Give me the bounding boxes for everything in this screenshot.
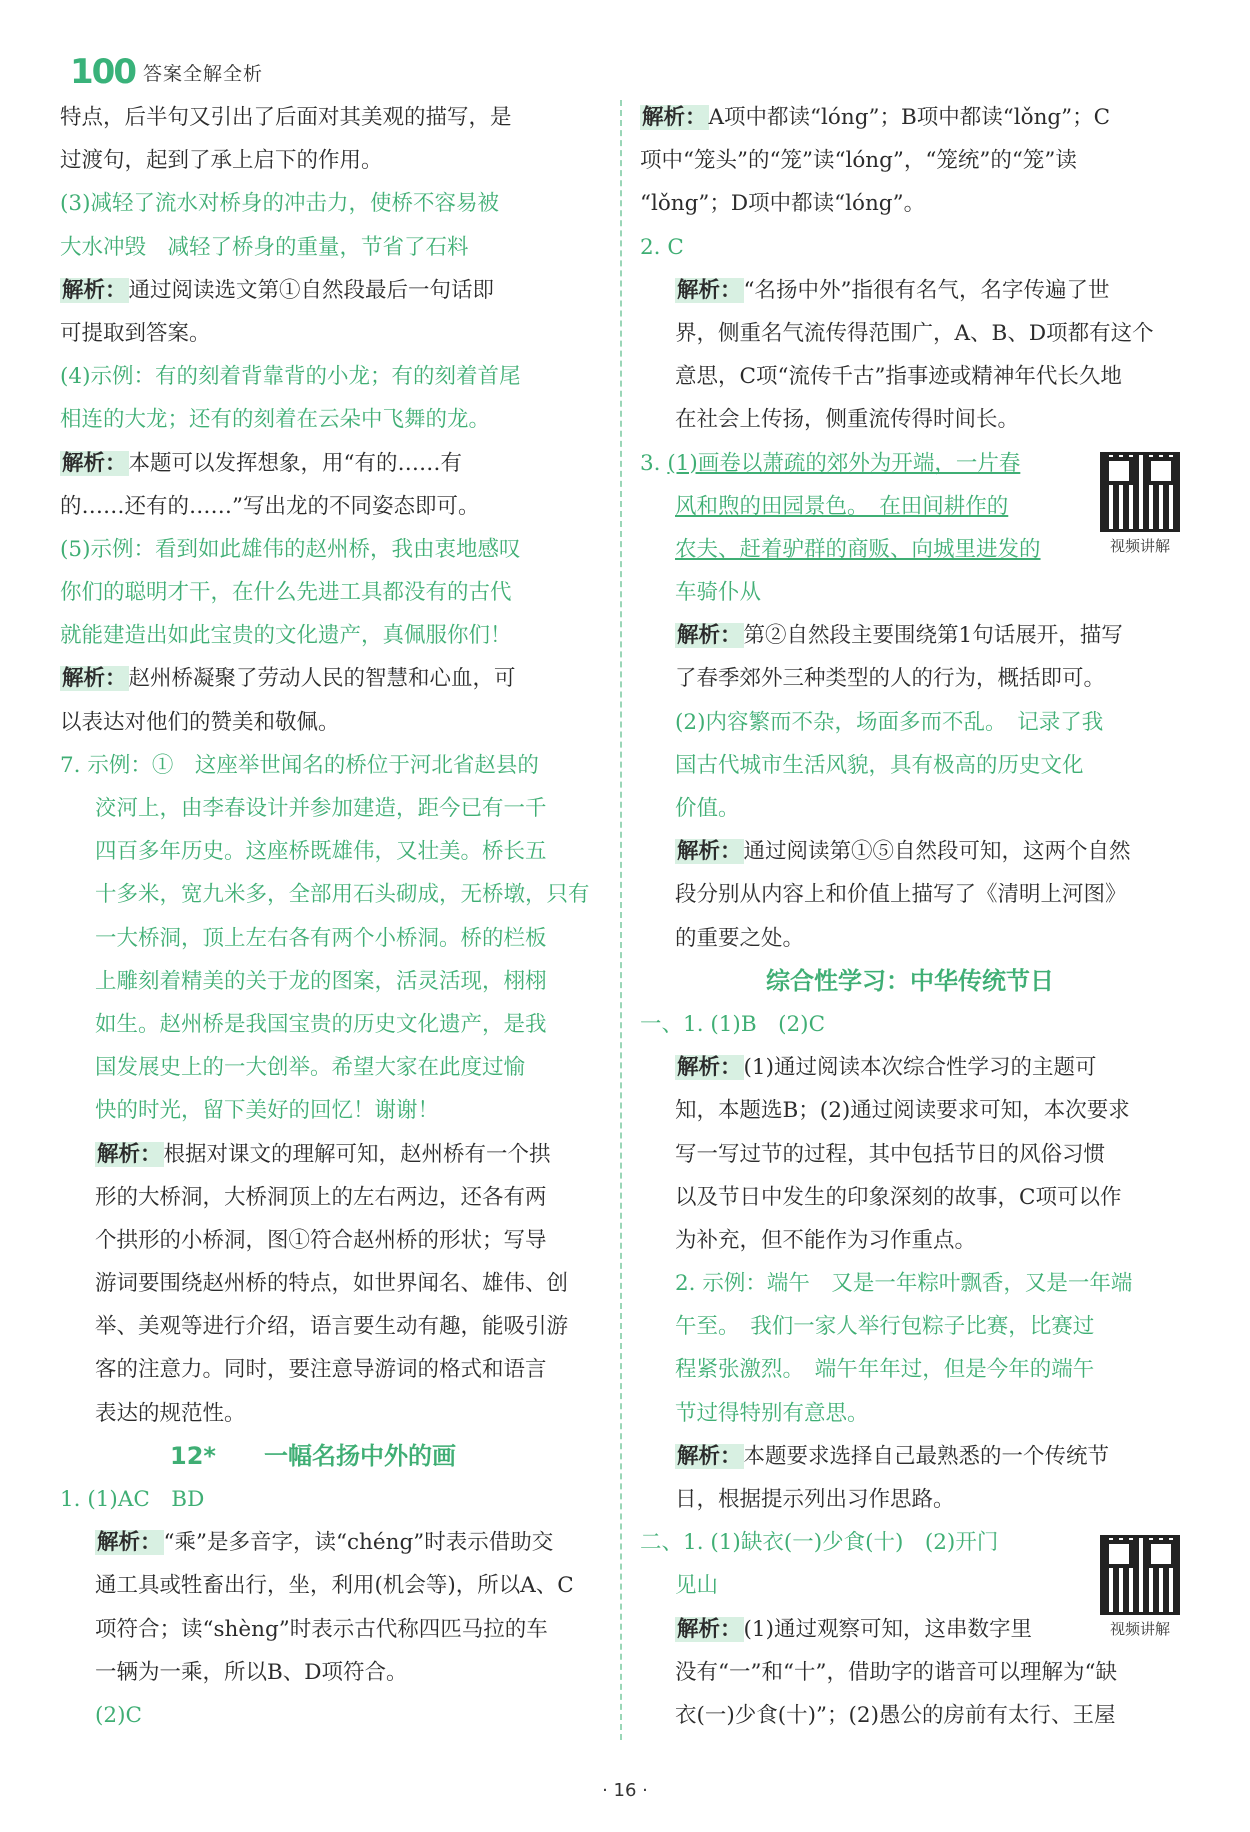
answer-line: 2. 示例：端午 又是一年粽叶飘香，又是一年端 xyxy=(675,1271,1133,1297)
lesson-number: 12* xyxy=(170,1441,216,1470)
text-line: 的……还有的……”写出龙的不同姿态即可。 xyxy=(60,493,480,519)
analysis-label: 解析： xyxy=(677,839,742,865)
question-number: 1. xyxy=(60,1487,81,1512)
text-line: 形的大桥洞，大桥洞顶上的左右两边，还各有两 xyxy=(95,1184,547,1210)
question-number: 3. xyxy=(640,450,661,476)
brand-logo: 100 xyxy=(70,52,135,92)
answer-line: 农夫、赶着驴群的商贩、向城里进发的 xyxy=(675,536,1041,562)
analysis-label: 解析： xyxy=(97,1141,162,1167)
analysis-label: 解析： xyxy=(97,1530,162,1556)
text-line: 表达的规范性。 xyxy=(95,1400,246,1426)
answer-line: 国古代城市生活风貌，具有极高的历史文化 xyxy=(675,752,1084,778)
text-line: 可提取到答案。 xyxy=(60,320,211,346)
answer-text: C xyxy=(667,234,684,260)
text-line: “lǒng”；D项中都读“lóng”。 xyxy=(640,191,926,217)
analysis-label: 解析： xyxy=(642,105,707,130)
analysis-label: 解析： xyxy=(677,1443,742,1469)
section-number: 二、 xyxy=(640,1530,684,1556)
answer-line: (2)内容繁而不杂，场面多而不乱。 记录了我 xyxy=(675,709,1104,735)
text-line: 个拱形的小桥洞，图①符合赵州桥的形状；写导 xyxy=(95,1227,547,1253)
text-line: 游词要围绕赵州桥的特点，如世界闻名、雄伟、创 xyxy=(95,1271,569,1297)
text-line: 项中“笼头”的“笼”读“lóng”，“笼统”的“笼”读 xyxy=(640,148,1077,174)
answer-line: (5)示例：看到如此雄伟的赵州桥，我由衷地感叹 xyxy=(60,536,521,562)
analysis-text: 赵州桥凝聚了劳动人民的智慧和心血，可 xyxy=(128,666,516,692)
question-number: 2. xyxy=(640,234,661,260)
text-line: 写一写过节的过程，其中包括节日的风俗习惯 xyxy=(675,1141,1106,1167)
text-line: 界，侧重名气流传得范围广，A、B、D项都有这个 xyxy=(675,320,1154,346)
text-line: 衣(一)少食(十)”；(2)愚公的房前有太行、王屋 xyxy=(675,1702,1116,1728)
answer-line: 风和煦的田园景色。 在田间耕作的 xyxy=(675,493,1009,519)
text-line: 为补充，但不能作为习作重点。 xyxy=(675,1227,977,1253)
column-divider xyxy=(620,100,622,1740)
answer-line: 节过得特别有意思。 xyxy=(675,1400,869,1426)
answer-line: 相连的大龙；还有的刻着在云朵中飞舞的龙。 xyxy=(60,407,491,433)
answer-text: (1)画卷以萧疏的郊外为开端，一片春 xyxy=(667,450,1021,476)
answer-line: (4)示例：有的刻着背靠背的小龙；有的刻着首尾 xyxy=(60,364,521,390)
answer-line: 就能建造出如此宝贵的文化遗产，真佩服你们！ xyxy=(60,623,512,649)
answer-line: 见山 xyxy=(675,1573,719,1599)
text-line: 以表达对他们的赞美和敬佩。 xyxy=(60,709,340,735)
page-number: · 16 · xyxy=(602,1780,648,1801)
answer-line: (3)减轻了流水对桥身的冲击力，使桥不容易被 xyxy=(60,191,499,217)
qr-code-icon[interactable] xyxy=(1100,1535,1180,1615)
text-line: 以及节日中发生的印象深刻的故事，C项可以作 xyxy=(675,1184,1122,1210)
analysis-label: 解析： xyxy=(677,277,742,303)
analysis-label: 解析： xyxy=(62,666,127,692)
answer-line: 你们的聪明才干，在什么先进工具都没有的古代 xyxy=(60,580,512,606)
text-line: 的重要之处。 xyxy=(675,925,805,951)
lesson-title: 一幅名扬中外的画 xyxy=(263,1441,456,1470)
answer-line: 大水冲毁 减轻了桥身的重量，节省了石料 xyxy=(60,234,469,260)
answer-line: 上雕刻着精美的关于龙的图案，活灵活现，栩栩 xyxy=(95,968,547,994)
text-line: 在社会上传扬，侧重流传得时间长。 xyxy=(675,407,1020,433)
section-number: 一、 xyxy=(640,1011,684,1037)
section-heading: 综合性学习：中华传统节日 xyxy=(766,966,1054,995)
analysis-text: (1)通过阅读本次综合性学习的主题可 xyxy=(743,1055,1097,1081)
qr-caption: 视频讲解 xyxy=(1109,1620,1170,1638)
answer-line: 一大桥洞，顶上左右各有两个小桥洞。桥的栏板 xyxy=(95,925,547,951)
text-line: 意思，C项“流传千古”指事迹或精神年代长久地 xyxy=(675,364,1122,390)
left-column xyxy=(60,96,600,1737)
analysis-text: 第②自然段主要围绕第1句话展开，描写 xyxy=(743,623,1123,649)
header-title: 答案全解全析 xyxy=(142,62,263,85)
text-line: 段分别从内容上和价值上描写了《清明上河图》 xyxy=(675,882,1127,908)
answer-line: 程紧张激烈。 端午年年过，但是今年的端午 xyxy=(675,1357,1095,1383)
analysis-text: 通过阅读第①⑤自然段可知，这两个自然 xyxy=(743,839,1131,865)
text-line: 没有“一”和“十”，借助字的谐音可以理解为“缺 xyxy=(675,1659,1117,1685)
answer-line: 国发展史上的一大创举。希望大家在此度过愉 xyxy=(95,1055,526,1081)
text-line: 日，根据提示列出习作思路。 xyxy=(675,1487,955,1512)
analysis-label: 解析： xyxy=(62,450,127,476)
answer-text: (1)AC BD xyxy=(87,1487,205,1512)
analysis-text: 本题要求选择自己最熟悉的一个传统节 xyxy=(743,1443,1110,1469)
answer-line: 十多米，宽九米多，全部用石头砌成，无桥墩，只有 xyxy=(95,882,590,908)
answer-line: 快的时光，留下美好的回忆！谢谢！ xyxy=(95,1098,440,1124)
answer-line: 午至。 我们一家人举行包粽子比赛，比赛过 xyxy=(675,1314,1095,1340)
answer-text: 示例：① 这座举世闻名的桥位于河北省赵县的 xyxy=(87,752,539,778)
analysis-label: 解析： xyxy=(677,1616,742,1642)
text-line: 举、美观等进行介绍，语言要生动有趣，能吸引游 xyxy=(95,1314,569,1340)
answer-line: 如生。赵州桥是我国宝贵的历史文化遗产，是我 xyxy=(95,1011,547,1037)
answer-line: 洨河上，由李春设计并参加建造，距今已有一千 xyxy=(95,796,547,821)
analysis-text: 本题可以发挥想象，用“有的……有 xyxy=(128,450,463,476)
right-column xyxy=(640,96,1180,1737)
answer-line: 价值。 xyxy=(675,796,740,821)
text-line: 项符合；读“shèng”时表示古代称四匹马拉的车 xyxy=(95,1616,548,1642)
text-line: 了春季郊外三种类型的人的行为，概括即可。 xyxy=(675,666,1106,692)
analysis-text: 通过阅读选文第①自然段最后一句话即 xyxy=(128,277,495,303)
question-number: 7. xyxy=(60,752,81,778)
text-line: 知，本题选B；(2)通过阅读要求可知，本次要求 xyxy=(675,1098,1130,1124)
analysis-text: 根据对课文的理解可知，赵州桥有一个拱 xyxy=(163,1141,551,1167)
text-line: 过渡句，起到了承上启下的作用。 xyxy=(60,148,383,174)
analysis-label: 解析： xyxy=(677,1055,742,1081)
text-line: 通工具或牲畜出行，坐，利用(机会等)，所以A、C xyxy=(95,1573,574,1599)
analysis-label: 解析： xyxy=(677,623,742,649)
answer-text: 1. (1)B (2)C xyxy=(683,1011,826,1037)
analysis-text: A项中都读“lóng”；B项中都读“lǒng”；C xyxy=(708,105,1111,130)
analysis-text: “名扬中外”指很有名气，名字传遍了世 xyxy=(743,277,1110,303)
text-line: 一辆为一乘，所以B、D项符合。 xyxy=(95,1659,408,1685)
analysis-label: 解析： xyxy=(62,277,127,303)
page-header xyxy=(70,52,263,92)
answer-line: 车骑仆从 xyxy=(675,580,762,606)
qr-caption: 视频讲解 xyxy=(1109,537,1170,555)
lesson-heading xyxy=(60,1435,600,1478)
analysis-text: “乘”是多音字，读“chéng”时表示借助交 xyxy=(163,1530,554,1556)
text-line: 客的注意力。同时，要注意导游词的格式和语言 xyxy=(95,1357,547,1383)
answer-text: 1. (1)缺衣(一)少食(十) (2)开门 xyxy=(683,1530,999,1556)
answer-line: 四百多年历史。这座桥既雄伟，又壮美。桥长五 xyxy=(95,839,547,865)
answer-line: (2)C xyxy=(95,1702,142,1728)
analysis-text: (1)通过观察可知，这串数字里 xyxy=(743,1616,1032,1642)
text-line: 特点，后半句又引出了后面对其美观的描写，是 xyxy=(60,105,512,130)
qr-code-icon[interactable] xyxy=(1100,452,1180,532)
